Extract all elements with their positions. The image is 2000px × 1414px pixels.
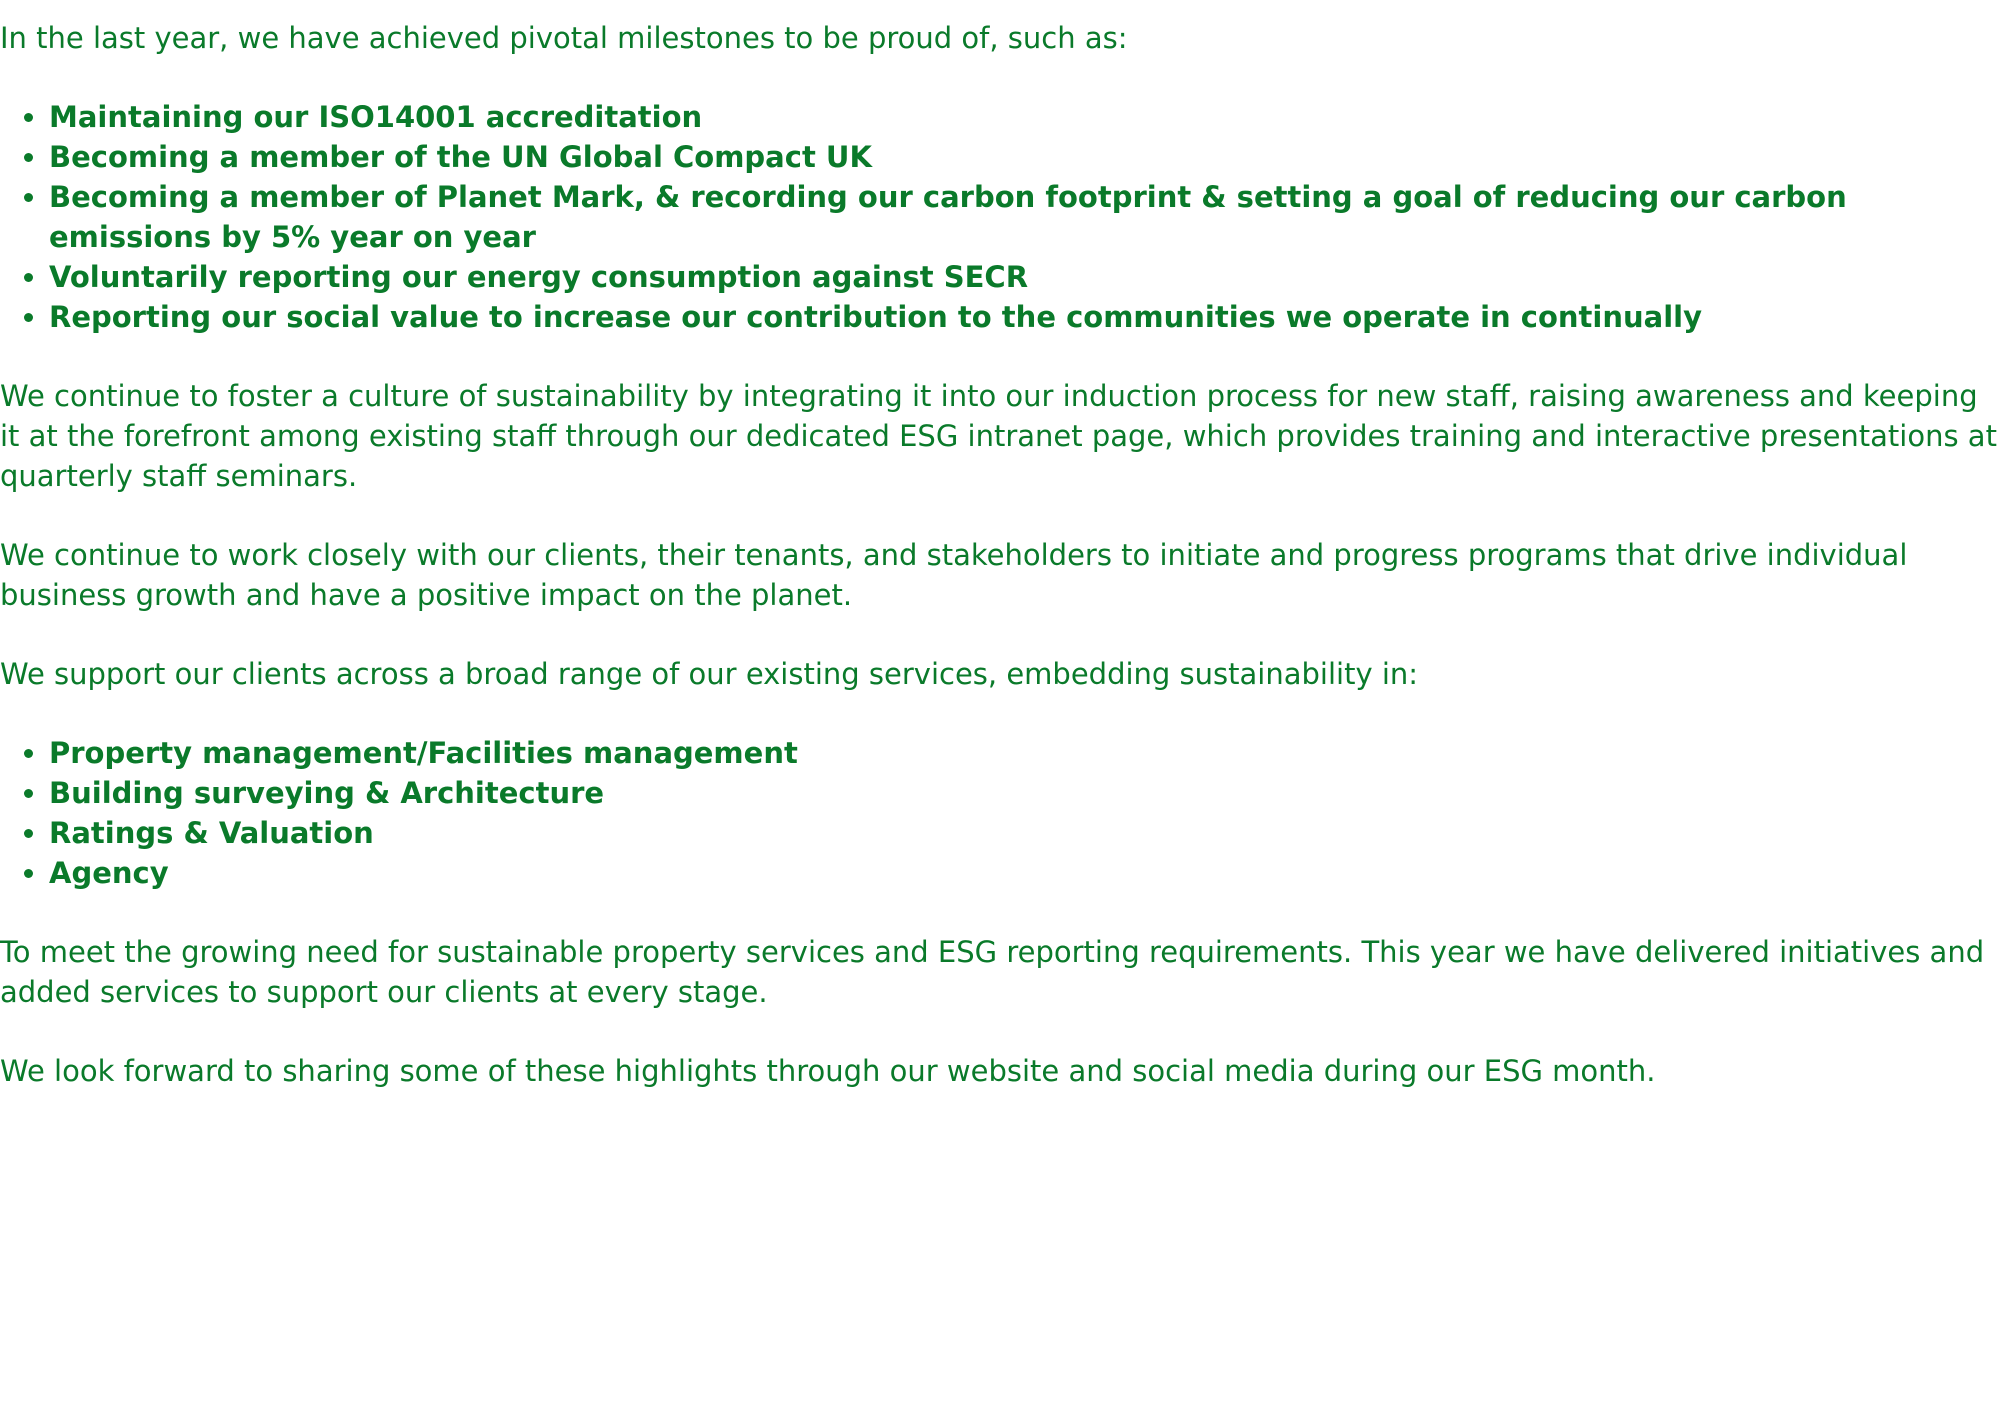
culture-paragraph: We continue to foster a culture of sustainability by integrating it into our induction process for new staff, raising awareness and keeping it at the forefront among existing staff through our dedicated ESG intranet page, which provides training and interactive presentations at quarterly staff seminars.	[0, 379, 1997, 493]
list-item: • Maintaining our ISO14001 accreditation	[49, 97, 2000, 137]
list-item: • Property management/Facilities management	[49, 733, 2000, 773]
closing-paragraph: We look forward to sharing some of these highlights through our website and social media during our ESG month.	[0, 1054, 1656, 1088]
list-item: • Agency	[49, 853, 2000, 893]
list-item: • Becoming a member of Planet Mark, & recording our carbon footprint & setting a goal of reducing our carbon emissions by 5% year on year	[49, 177, 2000, 257]
services-list	[0, 733, 2000, 893]
clients-paragraph: We continue to work closely with our clients, their tenants, and stakeholders to initiate and progress programs that drive individual business growth and have a positive impact on the planet.	[0, 538, 1908, 612]
list-item: • Building surveying & Architecture	[49, 773, 2000, 813]
list-item: • Ratings & Valuation	[49, 813, 2000, 853]
milestones-list	[0, 97, 2000, 337]
services-intro-paragraph: We support our clients across a broad range of our existing services, embedding sustainability in:	[0, 657, 1419, 691]
list-item: • Becoming a member of the UN Global Compact UK	[49, 137, 2000, 177]
document-body	[0, 18, 2000, 1130]
list-item: • Reporting our social value to increase our contribution to the communities we operate in continually	[49, 297, 2000, 337]
needs-paragraph: To meet the growing need for sustainable property services and ESG reporting requirements. This year we have delivered initiatives and added services to support our clients at every stage.	[0, 935, 1985, 1009]
intro-paragraph: In the last year, we have achieved pivotal milestones to be proud of, such as:	[0, 21, 1128, 55]
list-item: • Voluntarily reporting our energy consumption against SECR	[49, 257, 2000, 297]
